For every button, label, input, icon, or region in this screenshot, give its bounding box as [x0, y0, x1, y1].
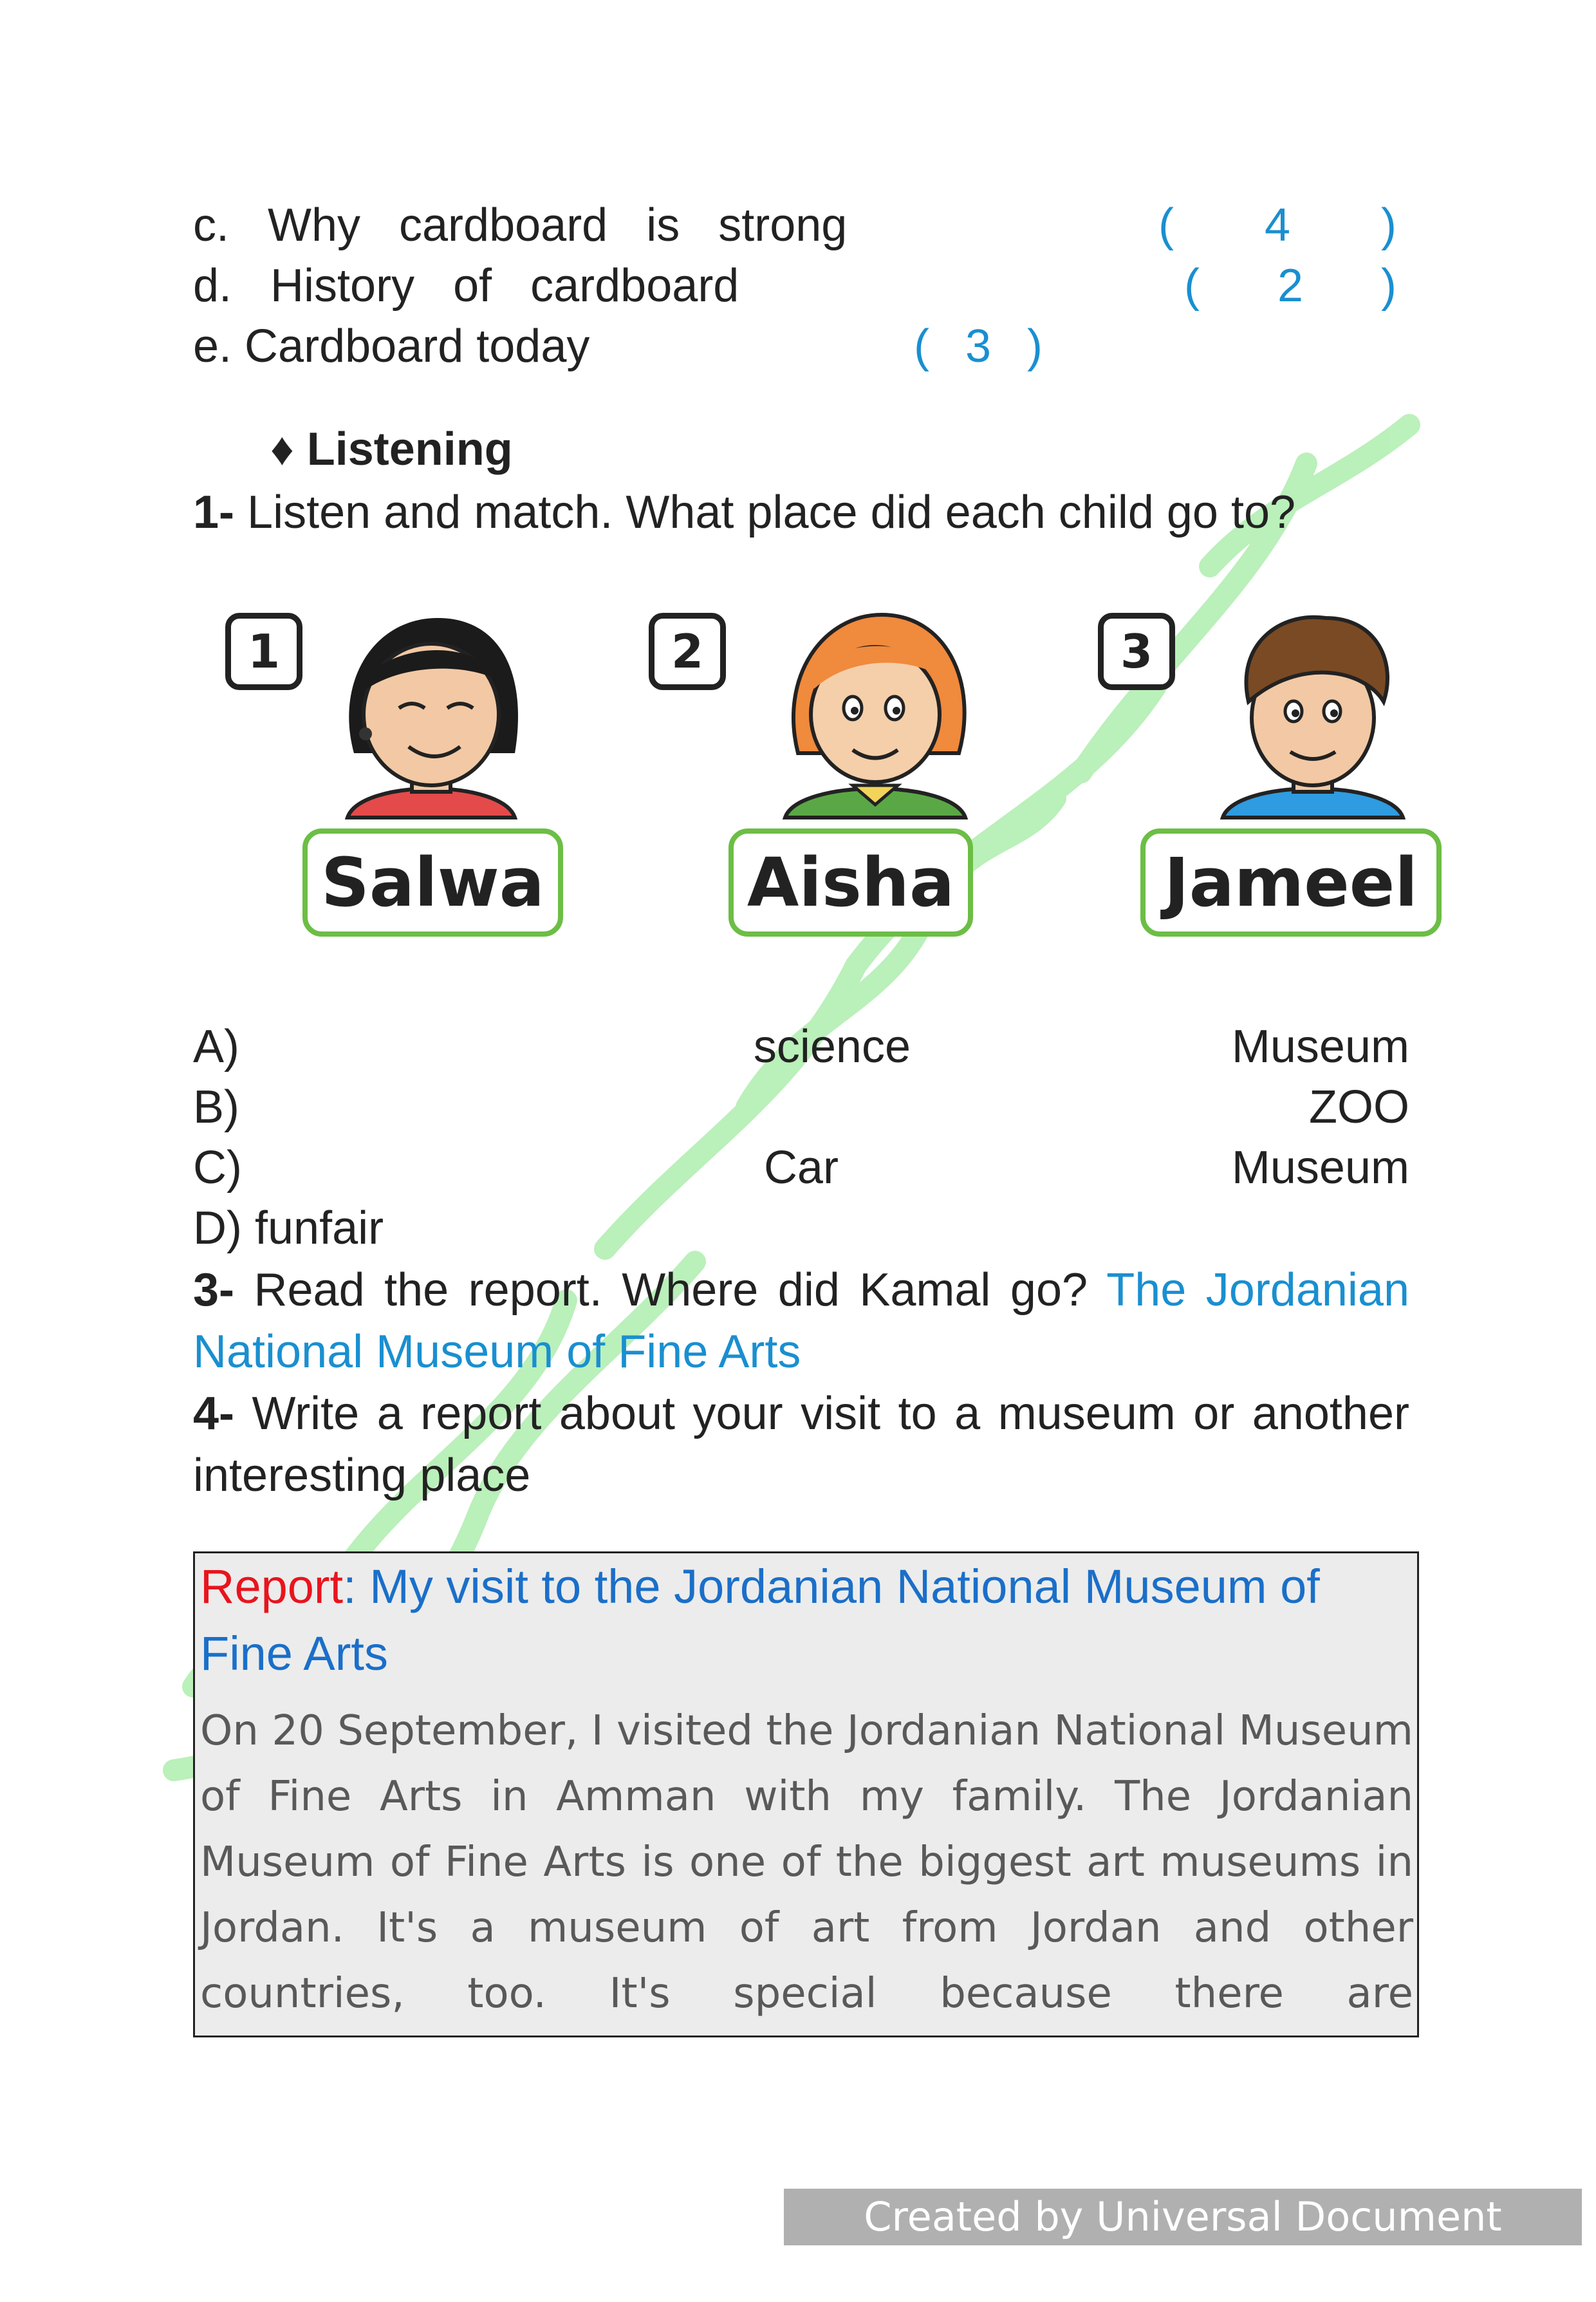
reading-item-c [193, 194, 1036, 256]
paren-close: ) [1381, 260, 1396, 312]
salwa-illustration [322, 605, 541, 824]
report-title-text: My visit to the Jordanian National Museum of Fine Arts [200, 1560, 1320, 1680]
paren-close: ) [1027, 321, 1043, 372]
answer-value: 4 [1264, 200, 1291, 251]
reading-item-e [193, 315, 1409, 377]
option-d: D) funfair [193, 1202, 384, 1254]
answer-value: 2 [1277, 260, 1304, 312]
question-text: Listen and match. What place did each child go to? [247, 487, 1296, 538]
question-number: 1- [193, 487, 235, 538]
option-end: ZOO [1309, 1081, 1409, 1133]
paren-open: ( [1184, 260, 1200, 312]
option-letter: C) [193, 1142, 242, 1193]
report-label: Report [200, 1560, 344, 1613]
question-number: 3- [193, 1264, 235, 1316]
paren-open: ( [914, 321, 929, 372]
option-a [193, 1016, 1409, 1078]
question-text: Read the report. Where did Kamal go? [254, 1264, 1088, 1316]
child-name-box: Salwa [302, 828, 563, 937]
child-number-badge: 3 [1098, 613, 1175, 690]
option-mid: Car [763, 1142, 839, 1193]
report-colon: : [343, 1560, 357, 1613]
question-text: Write a report about your visit to a museum or another interesting place [193, 1388, 1409, 1501]
answer-text: The Jordanian National Museum of Fine Arts [193, 1264, 1410, 1378]
reading-label: e. Cardboard today [193, 321, 590, 372]
reading-label: d. History of cardboard [193, 260, 739, 312]
converter-footer: Created by Universal Document Converter [784, 2189, 1582, 2245]
question-number: 4- [193, 1388, 235, 1439]
option-letter: A) [193, 1021, 239, 1072]
option-c [193, 1137, 1409, 1199]
jameel-illustration [1203, 605, 1422, 824]
option-b [193, 1076, 1409, 1138]
children-figure [193, 605, 1442, 966]
listening-heading: ♦ Listening [270, 424, 513, 475]
child-number-badge: 1 [225, 613, 302, 690]
question-1 [193, 482, 1409, 543]
report-box [193, 1551, 1419, 2037]
question-4 [193, 1383, 1409, 1506]
option-end: Museum [1231, 1142, 1409, 1193]
option-mid: science [753, 1021, 911, 1072]
question-3 [193, 1259, 1409, 1383]
aisha-illustration [766, 605, 985, 824]
answer-value: 3 [965, 321, 992, 372]
paren-close: ) [1381, 200, 1396, 251]
child-number-badge: 2 [649, 613, 726, 690]
option-end: Museum [1231, 1021, 1409, 1072]
report-body: On 20 September, I visited the Jordanian National Museum of Fine Arts in Amman with my family. The Jordanian Museum of Fine Arts is one of the biggest art museums in Jordan. It's a museum of art from Jordan and other countries, too. It's special because there are [200, 1707, 1413, 2017]
child-name-box: Aisha [728, 828, 973, 937]
paren-open: ( [1158, 200, 1174, 251]
reading-label: c. Why cardboard is strong [193, 200, 848, 251]
report-title [200, 1553, 1413, 1687]
child-name-box: Jameel [1140, 828, 1442, 937]
option-letter: B) [193, 1081, 239, 1133]
